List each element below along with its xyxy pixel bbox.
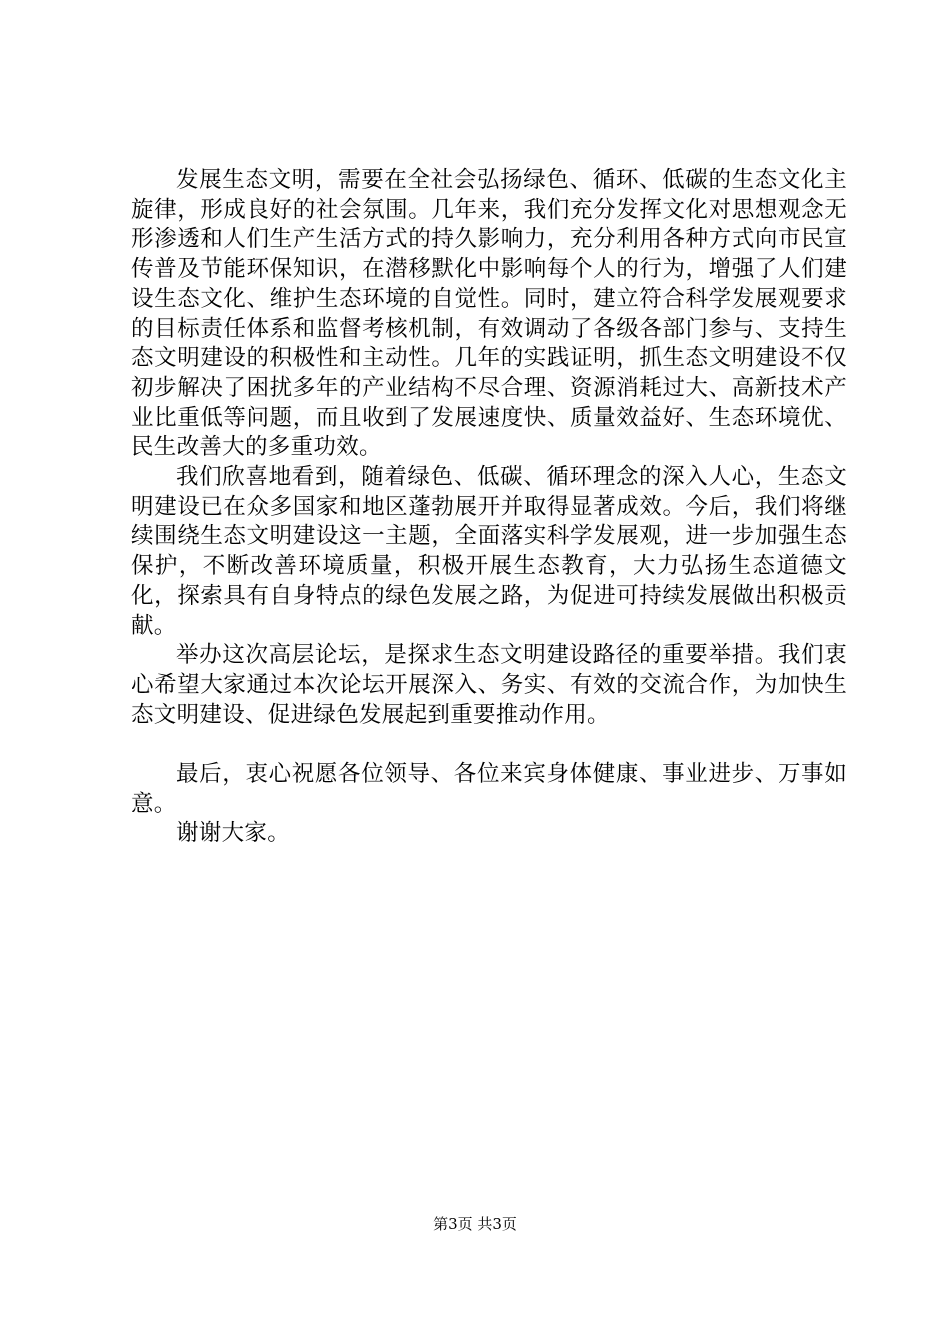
paragraph-thanks: 谢谢大家。	[176, 820, 291, 847]
paragraph-outlook: 我们欣喜地看到，随着绿色、低碳、循环理念的深入人心，生态文明建设已在众多国家和地区蓬勃展开并取得显著成效。今后，我们将继续围绕生态文明建设这一主题，全面落实科学发展观，进一步加强生态保护，不断改善环境质量，积极开展生态教育，大力弘扬生态道德文化，探索具有自身特点的绿色发展之路，为促进可持续发展做出积极贡献。	[131, 464, 847, 639]
document-body	[131, 166, 847, 849]
paragraph-spacer	[131, 730, 847, 760]
paragraph-forum: 举办这次高层论坛，是探求生态文明建设路径的重要举措。我们衷心希望大家通过本次论坛开展深入、务实、有效的交流合作，为加快生态文明建设、促进绿色发展起到重要推动作用。	[131, 642, 847, 728]
paragraph-eco-culture: 发展生态文明，需要在全社会弘扬绿色、循环、低碳的生态文化主旋律，形成良好的社会氛围。几年来，我们充分发挥文化对思想观念无形渗透和人们生产生活方式的持久影响力，充分利用各种方式向市民宣传普及节能环保知识，在潜移默化中影响每个人的行为，增强了人们建设生态文化、维护生态环境的自觉性。同时，建立符合科学发展观要求的目标责任体系和监督考核机制，有效调动了各级各部门参与、支持生态文明建设的积极性和主动性。几年的实践证明，抓生态文明建设不仅初步解决了困扰多年的产业结构不尽合理、资源消耗过大、高新技术产业比重低等问题，而且收到了发展速度快、质量效益好、生态环境优、民生改善大的多重功效。	[131, 167, 847, 461]
page-number-footer: 第3页 共3页	[433, 1215, 517, 1233]
paragraph-closing-wishes: 最后，衷心祝愿各位领导、各位来宾身体健康、事业进步、万事如意。	[131, 761, 847, 817]
